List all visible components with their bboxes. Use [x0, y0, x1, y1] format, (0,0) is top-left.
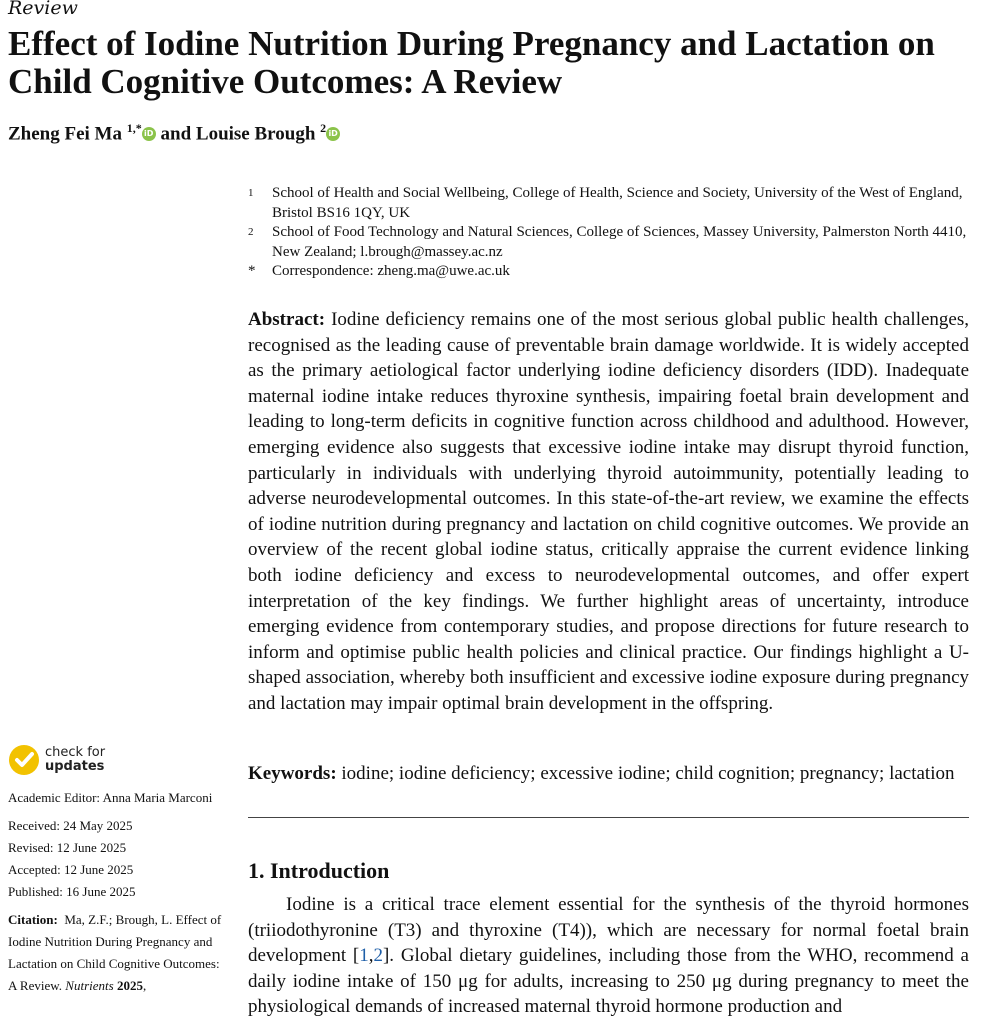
check-for-updates-badge[interactable] [8, 744, 105, 776]
affiliation-item [248, 223, 968, 262]
author-affiliation-mark: 2 [320, 121, 327, 135]
affiliation-item [248, 184, 968, 223]
introduction-paragraph [248, 892, 969, 1020]
affiliation-mark: * [248, 263, 256, 279]
author-affiliation-mark: 1,* [126, 121, 142, 135]
citation-text: Ma, Z.F.; Brough, L. Effect of Iodine Nutrition During Pregnancy and Lactation on Child Cognitive Outcomes: A Review. [8, 912, 222, 993]
keywords-label: Keywords: [248, 763, 337, 784]
keywords [248, 763, 969, 785]
revised-date: Revised: 12 June 2025 [8, 840, 127, 855]
check-for-updates-icon [8, 744, 40, 776]
author-connector: and [160, 123, 192, 145]
affiliation-text: School of Food Technology and Natural Sciences, College of Sciences, Massey University, Palmerston North 4410, New Zealand; l.brough@massey.ac.nz [272, 224, 967, 260]
reference-separator: , [368, 945, 374, 966]
orcid-icon[interactable]: iD [142, 127, 156, 141]
author-list [8, 121, 340, 145]
citation-journal: Nutrients [65, 978, 114, 993]
accepted-date: Accepted: 12 June 2025 [8, 862, 134, 877]
abstract-label: Abstract: [248, 309, 326, 330]
abstract-text: Iodine deficiency remains one of the most serious global public health challenges, recognised as the leading cause of preventable brain damage worldwide. It is widely accepted as the primary aetiological factor underlying iodine deficiency disorders (IDD). Inadequate maternal iodine intake reduces thyroxine synthesis, impairing foetal brain development and leading to long-term deficits in cognitive function across childhood and adulthood. However, emerging evidence also suggests that excessive iodine intake may disrupt thyroid function, particularly in individuals with underlying thyroid autoimmunity, potentially leading to adverse neurodevelopmental outcomes. In this state-of-the-art review, we examine the effects of iodine nutrition during pregnancy and lactation on child cognitive outcomes. We provide an overview of the recent global iodine status, critically appraise the current evidence linking both iodine deficiency and excess to neurodevelopmental outcomes, and offer expert interpretation of the key findings. We further highlight areas of uncertainty, introduce emerging evidence from contemporary studies, and propose directions for future research to inform and optimise public health policies and clinical practice. Our findings highlight a U-shaped association, whereby both insufficient and excessive iodine exposure during pregnancy and lactation may impair optimal brain development in the offspring. [248, 309, 969, 714]
affiliation-item [248, 262, 968, 282]
correspondence-text[interactable]: Correspondence: zheng.ma@uwe.ac.uk [272, 263, 510, 279]
introduction-text: Iodine is a critical trace element essential for the synthesis of the thyroid hormones (triiodothyronine (T3) and thyroxine (T4)), which are necessary for normal foetal brain development [ [248, 894, 969, 966]
badge-line: updates [45, 759, 105, 774]
section-divider [248, 817, 969, 818]
affiliation-mark: 1 [248, 187, 254, 199]
article-title: Effect of Iodine Nutrition During Pregnancy and Lactation on Child Cognitive Outcomes: A Review [8, 24, 935, 101]
citation-label: Citation: [8, 912, 58, 927]
author-name[interactable]: Louise Brough [195, 123, 316, 145]
reference-link[interactable]: 1 [359, 945, 369, 966]
received-date: Received: 24 May 2025 [8, 818, 133, 833]
article-sidebar [8, 787, 228, 997]
badge-line: check for [45, 745, 106, 760]
badge-label [45, 746, 105, 774]
citation [8, 909, 228, 997]
abstract [248, 307, 969, 717]
citation-tail: , [142, 978, 147, 993]
affiliation-mark: 2 [248, 226, 254, 238]
academic-editor: Academic Editor: Anna Maria Marconi [8, 790, 213, 805]
reference-link[interactable]: 2 [373, 945, 383, 966]
affiliation-text: School of Health and Social Wellbeing, College of Health, Science and Society, University of the West of England, Bristol BS16 1QY, UK [272, 185, 963, 221]
article-type: Review [8, 0, 78, 19]
published-date: Published: 16 June 2025 [8, 884, 136, 899]
author-name[interactable]: Zheng Fei Ma [8, 123, 122, 145]
orcid-icon[interactable]: iD [326, 127, 340, 141]
keywords-text: iodine; iodine deficiency; excessive iodine; child cognition; pregnancy; lactation [341, 763, 955, 784]
citation-year: 2025 [116, 978, 143, 993]
introduction-text: ]. Global dietary guidelines, including those from the WHO, recommend a daily iodine intake of 150 μg for adults, increasing to 250 μg during pregnancy to meet the physiological demands of increased maternal thyroid hormone production and [248, 945, 969, 1017]
section-heading: 1. Introduction [248, 858, 390, 883]
affiliation-list [248, 184, 968, 282]
